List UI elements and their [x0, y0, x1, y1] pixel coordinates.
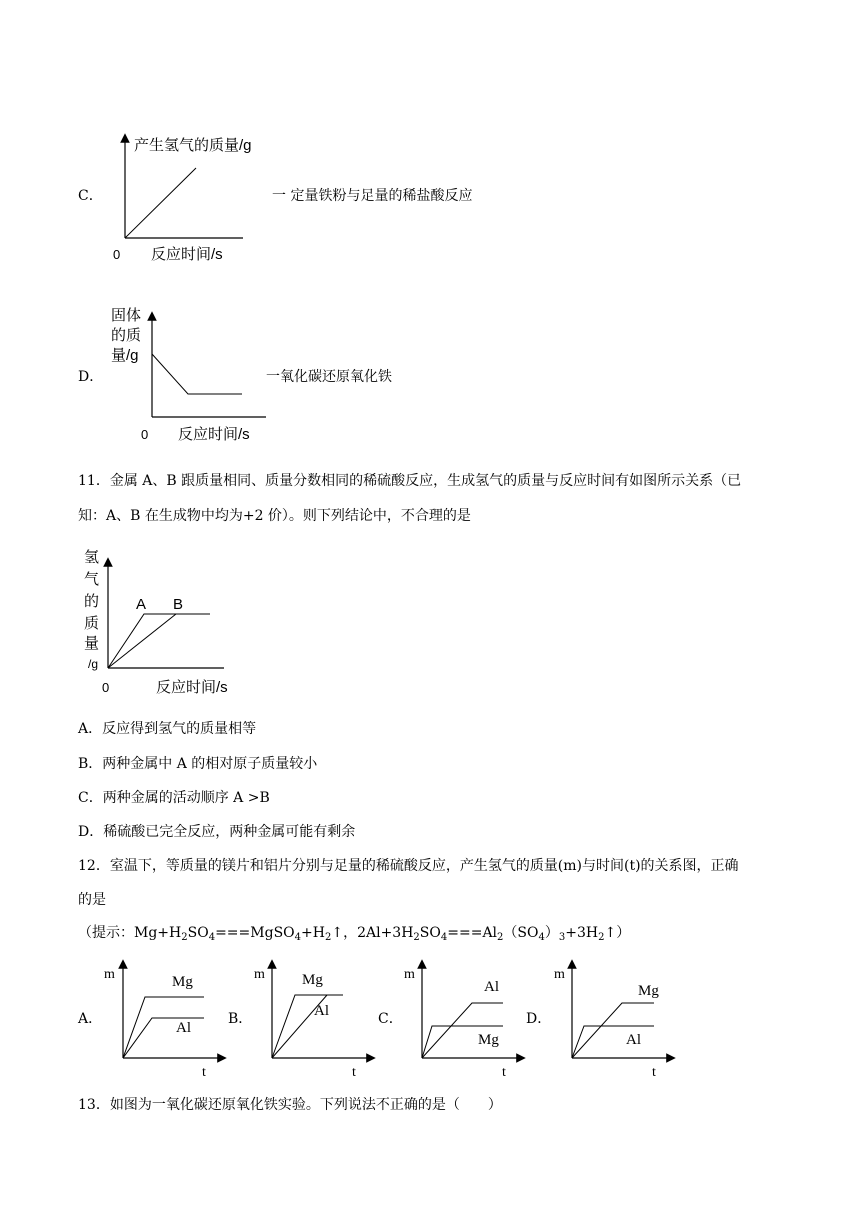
x-axis-label: t — [502, 1065, 506, 1080]
y-axis-label-char3: 的 — [84, 593, 100, 610]
option-d-description: 一氧化碳还原氧化铁 — [266, 369, 392, 385]
mg-line — [572, 1003, 654, 1058]
y-axis-label-char1: 氢 — [84, 549, 100, 566]
mg-label: Mg — [478, 1032, 499, 1048]
y-axis-label-unit: /g — [88, 657, 99, 671]
q12-option-c-letter: C． — [378, 1011, 403, 1027]
al-label: Al — [314, 1003, 329, 1019]
x-axis-label: t — [202, 1065, 206, 1080]
data-line — [152, 354, 242, 394]
y-axis-label-line3: 量/g — [111, 347, 139, 364]
q11-option-b: B．两种金属中 A 的相对原子质量较小 — [78, 756, 318, 772]
option-c-description: 一 定量铁粉与足量的稀盐酸反应 — [272, 188, 473, 204]
al-label: Al — [626, 1032, 641, 1048]
y-axis-label-char2: 气 — [84, 571, 100, 588]
al-line — [422, 1003, 503, 1058]
q12-graph-c — [400, 955, 530, 1080]
series-b-label: B — [173, 596, 184, 613]
q11-option-c: C．两种金属的活动顺序 A >B — [78, 790, 270, 806]
graph-hydrogen-vs-time — [108, 128, 278, 268]
y-axis-label: m — [404, 967, 415, 982]
origin-label: 0 — [141, 427, 149, 442]
q12-option-a-letter: A． — [78, 1011, 103, 1027]
q12-graph-b — [250, 955, 380, 1080]
option-c-letter: C． — [78, 188, 103, 204]
q11-stem-line1: 11．金属 A、B 跟质量相同、质量分数相同的稀硫酸反应，生成氢气的质量与反应时间有如图所示关系（已 — [78, 473, 742, 489]
mg-label: Mg — [302, 972, 323, 988]
x-axis-label: 反应时间/s — [151, 246, 223, 263]
y-axis-label-line2: 的质 — [111, 327, 142, 344]
option-d-letter: D． — [78, 369, 104, 385]
origin-label: 0 — [113, 247, 121, 262]
y-axis-label-char4: 质 — [84, 615, 100, 632]
x-axis-label: t — [352, 1065, 356, 1080]
q11-option-d: D．稀硫酸已完全反应，两种金属可能有剩余 — [78, 824, 356, 840]
al-label: Al — [176, 1020, 191, 1036]
q12-hint: （提示：$Mg+H_2SO_4===MgSO_4+H_2↑$，$2Al+3H_2SO_4===Al_2(SO_4)_3+3H_2↑$） — [78, 925, 631, 943]
q13-stem: 13．如图为一氧化碳还原氧化铁实验。下列说法不正确的是（ ） — [78, 1097, 502, 1113]
q12-stem-line1: 12．室温下，等质量的镁片和铝片分别与足量的稀硫酸反应，产生氢气的质量(m)与时间(t)的关系图，正确 — [78, 858, 739, 874]
mg-line — [272, 995, 343, 1058]
x-axis-label: 反应时间/s — [178, 426, 250, 443]
q12-graph-a — [100, 955, 230, 1080]
q12-option-b-letter: B． — [228, 1011, 253, 1027]
y-axis-label: m — [554, 967, 565, 982]
series-a-label: A — [136, 596, 147, 613]
mg-line — [123, 997, 204, 1058]
y-axis-label: m — [104, 967, 115, 982]
graph-solid-mass-vs-time — [106, 302, 266, 447]
x-axis-label: 反应时间/s — [156, 679, 228, 696]
q11-stem-line2: 知：A、B 在生成物中均为+2 价）。则下列结论中，不合理的是 — [78, 508, 471, 524]
y-axis-label-char5: 量 — [84, 635, 100, 652]
q12-graph-d — [550, 955, 680, 1080]
y-axis-label: m — [254, 967, 265, 982]
origin-label: 0 — [102, 680, 110, 695]
q11-option-a: A．反应得到氢气的质量相等 — [78, 721, 257, 737]
mg-label: Mg — [638, 983, 659, 999]
x-axis-label: t — [652, 1065, 656, 1080]
series-b-line — [108, 614, 176, 668]
q12-option-d-letter: D． — [526, 1011, 552, 1027]
y-axis-label-line1: 固体 — [111, 307, 142, 324]
series-a-line — [108, 614, 210, 668]
mg-label: Mg — [172, 974, 193, 990]
al-label: Al — [484, 979, 499, 995]
y-axis-label: 产生氢气的质量/g — [134, 137, 252, 154]
al-line — [572, 1026, 654, 1058]
q12-stem-line2: 的是 — [78, 892, 106, 908]
graph-q11-hydrogen — [80, 544, 250, 704]
data-line — [125, 168, 196, 238]
